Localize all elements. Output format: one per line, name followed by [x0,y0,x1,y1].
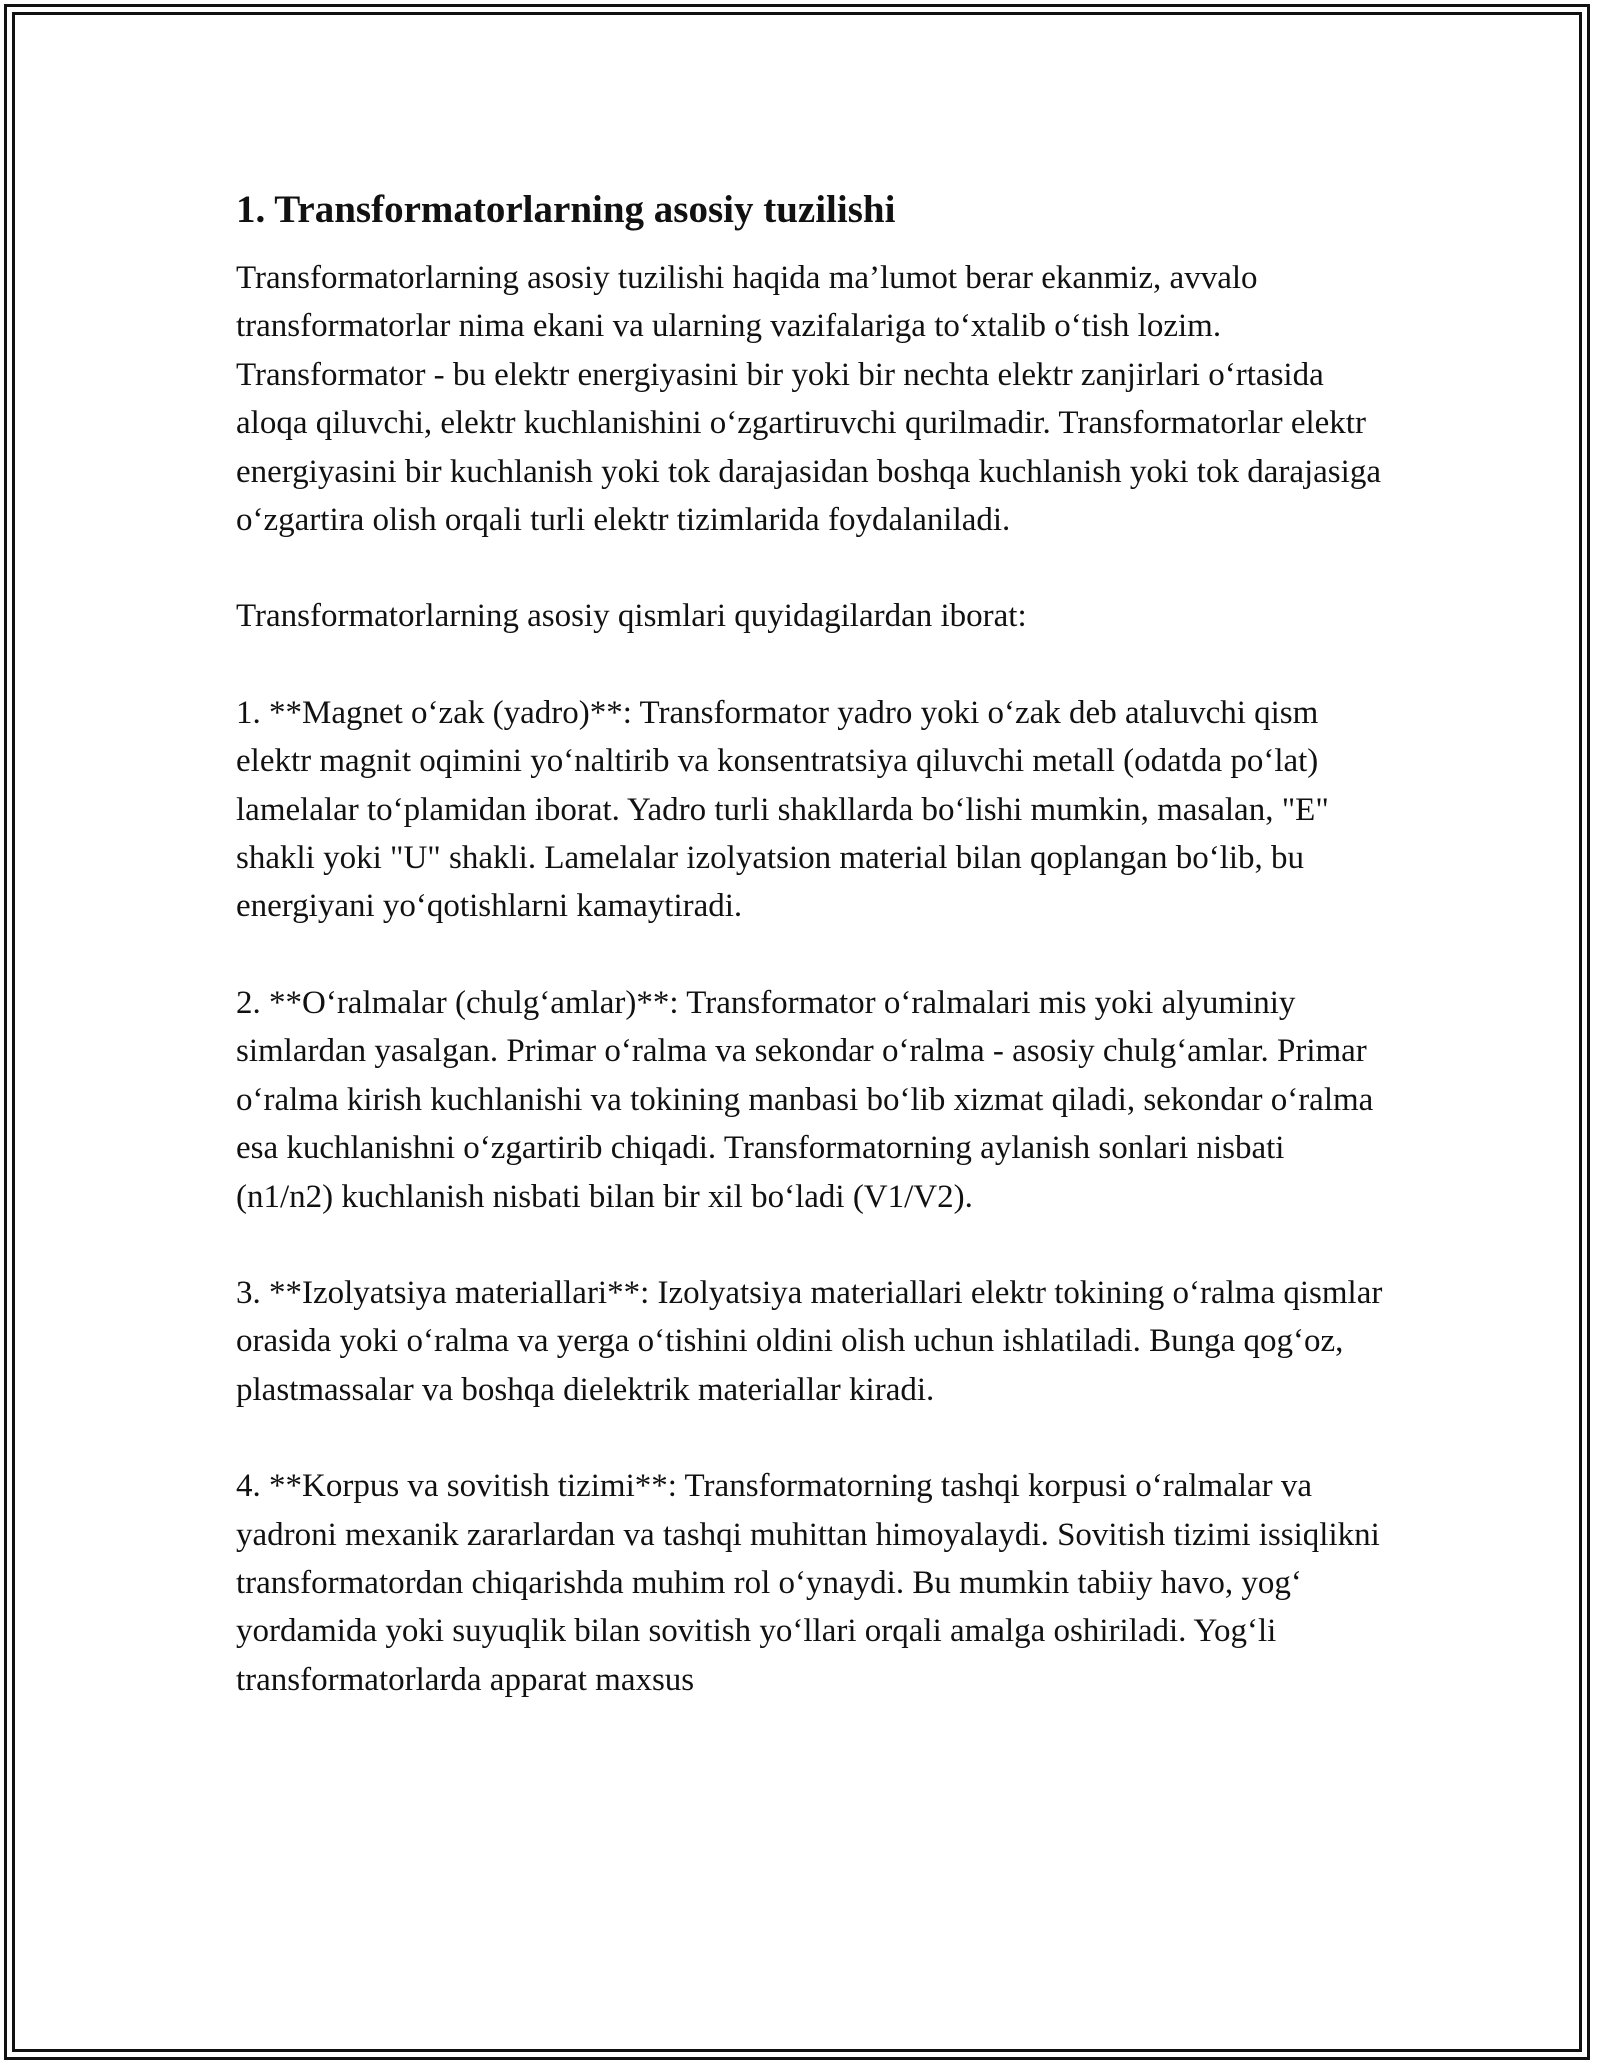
section-heading: 1. Transformatorlarning asosiy tuzilishi [236,188,896,231]
document-body [236,186,1386,1752]
list-item-magnetic-core: 1. **Magnet oʻzak (yadro)**: Transformator yadro yoki oʻzak deb ataluvchi qism elektr magnit oqimini yoʻnaltirib va konsentratsiya qiluvchi metall (odatda poʻlat) lamelalar toʻplamidan iborat. Yadro turli shakllarda boʻlishi mumkin, masalan, "E" shakli yoki "U" shakli. Lamelalar izolyatsion material bilan qoplangan boʻlib, bu energiyani yoʻqotishlarni kamaytiradi. [236,694,1329,925]
list-item-insulation: 3. **Izolyatsiya materiallari**: Izolyatsiya materiallari elektr tokining oʻralma qismlar orasida yoki oʻralma va yerga oʻtishini oldini olish uchun ishlatiladi. Bunga qogʻoz, plastmassalar va boshqa dielektrik materiallar kiradi. [236,1274,1383,1408]
list-item-windings: 2. **Oʻralmalar (chulgʻamlar)**: Transformator oʻralmalari mis yoki alyuminiy simlardan yasalgan. Primar oʻralma va sekondar oʻralma - asosiy chulgʻamlar. Primar oʻralma kirish kuchlanishi va tokining manbasi boʻlib xizmat qiladi, sekondar oʻralma esa kuchlanishni oʻzgartirib chiqadi. Transformatorning aylanish sonlari nisbati (n1/n2) kuchlanish nisbati bilan bir xil boʻladi (V1/V2). [236,984,1374,1215]
list-item-housing-cooling: 4. **Korpus va sovitish tizimi**: Transformatorning tashqi korpusi oʻralmalar va yadroni mexanik zararlardan va tashqi muhittan himoyalaydi. Sovitish tizimi issiqlikni transformatordan chiqarishda muhim rol oʻynaydi. Bu mumkin tabiiy havo, yogʻ yordamida yoki suyuqlik bilan sovitish yoʻllari orqali amalga oshiriladi. Yogʻli transformatorlarda apparat maxsus [236,1468,1380,1698]
parts-intro-paragraph: Transformatorlarning asosiy qismlari quyidagilardan iborat: [236,598,1027,635]
intro-paragraph: Transformatorlarning asosiy tuzilishi haqida ma’lumot berar ekanmiz, avvalo transformatorlar nima ekani va ularning vazifalariga toʻxtalib oʻtish lozim. Transformator - bu elektr energiyasini bir yoki bir nechta elektr zanjirlari oʻrtasida aloqa qiluvchi, elektr kuchlanishini oʻzgartiruvchi qurilmadir. Transformatorlar elektr energiyasini bir kuchlanish yoki tok darajasidan boshqa kuchlanish yoki tok darajasiga oʻzgartira olish orqali turli elektr tizimlarida foydalaniladi. [236,260,1381,539]
